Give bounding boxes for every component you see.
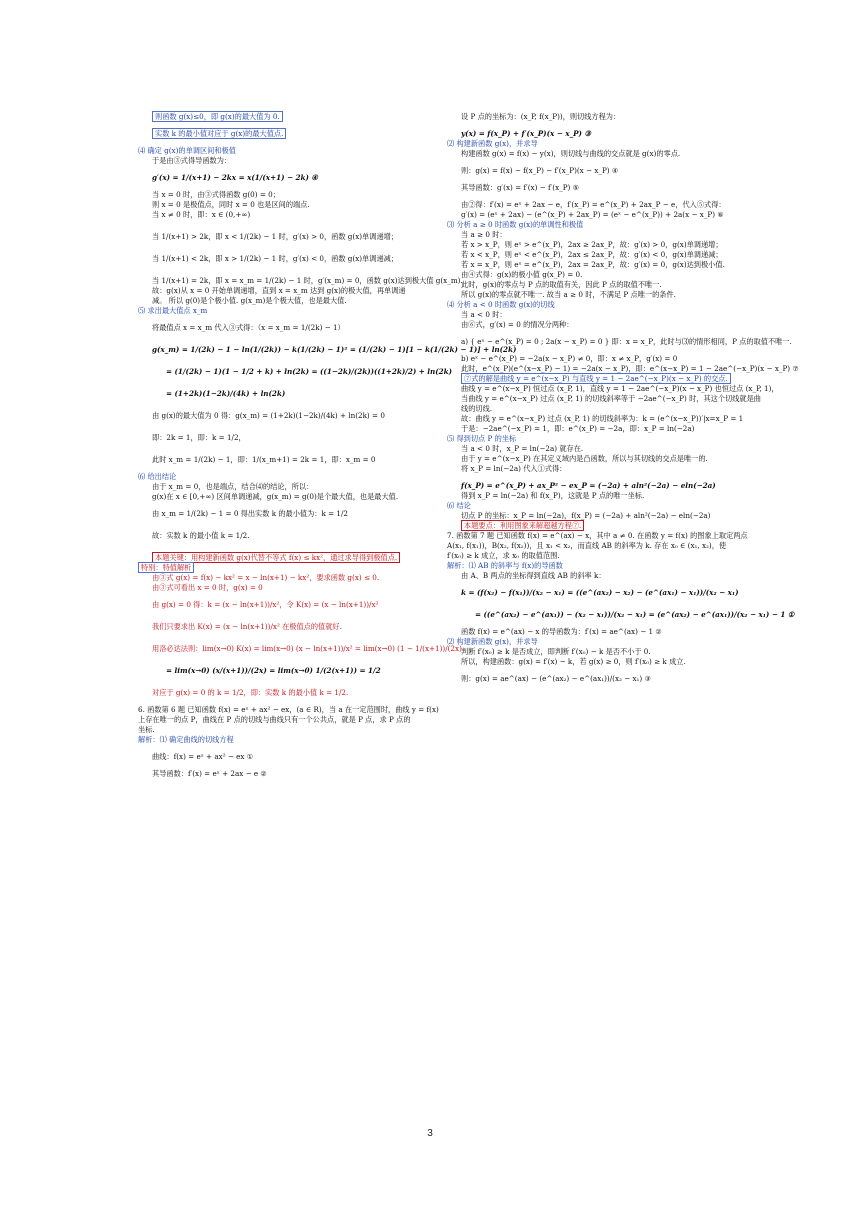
text-line — [447, 454, 787, 464]
text-line — [447, 481, 787, 491]
text-line — [447, 674, 787, 684]
text-line — [138, 666, 468, 676]
line-text: 当 a < 0 时，x_P = ln(−2a) 就存在. — [461, 444, 584, 453]
text-line — [138, 735, 468, 745]
text-line — [138, 769, 468, 779]
text-line — [138, 200, 468, 210]
text-line — [447, 310, 787, 320]
line-text: 故：曲线 y = e^(x−x_P) 过点 (x_P, 1) 的切线斜率为：k = (e^(x−x_P))′|x=x_P = 1 — [461, 414, 744, 423]
spacer — [138, 166, 468, 173]
spacer — [447, 122, 787, 129]
line-text: 得到 x_P = ln(−2a) 和 f(x_P)，这就是 P 点的唯一坐标. — [461, 491, 645, 500]
line-text: 上存在唯一的点 P，曲线在 P 点的切线与曲线只有一个公共点，就是 P 点，求 P 点的 — [138, 715, 411, 724]
text-line — [138, 644, 468, 654]
text-line — [138, 190, 468, 200]
spacer — [138, 183, 468, 190]
text-line — [138, 482, 468, 492]
line-text: 由③式可看出 x = 0 时，g(x) = 0 — [152, 583, 263, 592]
line-text: 当 a < 0 时： — [461, 310, 507, 319]
text-line — [447, 434, 787, 444]
spacer — [138, 610, 468, 622]
line-text: 其导函数：f′(x) = eˣ + 2ax − e ② — [152, 769, 267, 778]
line-text: g′(x) = (eˣ + 2ax) − (e^(x_P) + 2ax_P) = (eˣ − e^(x_P)) + 2a(x − x_P) ⑥ — [461, 210, 724, 219]
spacer — [138, 519, 468, 531]
text-line — [447, 200, 787, 210]
text-line — [447, 414, 787, 424]
line-text: 解析：⑴ 确定曲线的切线方程 — [138, 735, 234, 744]
text-line — [447, 637, 787, 647]
text-line — [447, 394, 787, 404]
text-line — [447, 491, 787, 501]
text-line — [447, 149, 787, 159]
line-text: 特别：特值解析 — [138, 562, 194, 573]
text-line — [447, 337, 792, 347]
line-text: y(x) = f(x_P) + f′(x_P)(x − x_P) ③ — [461, 129, 591, 138]
text-line — [447, 647, 787, 657]
line-text: 若 x > x_P，则 eˣ > e^(x_P)，2ax ≥ 2ax_P，故：g′(x) > 0，g(x)单调递增； — [461, 240, 723, 249]
text-line — [138, 173, 468, 183]
line-text: 本题要点：利用图象来解超越方程⑦. — [461, 520, 584, 531]
spacer — [447, 176, 787, 183]
text-line — [138, 455, 468, 465]
line-text: 当 x = 0 时，由③式得函数 g(0) = 0； — [152, 190, 280, 199]
line-text: 判断 f′(x₀) ≥ k 是否成立，即判断 f′(x₀) − k 是否不小于 0. — [461, 647, 651, 656]
text-line — [138, 411, 468, 421]
text-line — [447, 230, 787, 240]
line-text: = (1+2k)(1−2k)/(4k) + ln(2k) — [166, 389, 286, 398]
text-line — [138, 146, 468, 156]
text-line — [447, 320, 787, 330]
text-line — [447, 657, 787, 667]
text-line — [138, 509, 468, 519]
line-text: 由 A、B 两点的坐标得到直线 AB 的斜率 k： — [461, 571, 606, 580]
line-text: ⑹ 给出结论 — [138, 472, 177, 481]
text-line — [138, 531, 468, 541]
line-text: g(x_m) = 1/(2k) − 1 − ln(1/(2k)) − k(1/(2k) − 1)² = (1/(2k) − 1)[1 − k(1/(2k) − 1)] + ln(2k) — [152, 345, 517, 354]
line-text: 设 P 点的坐标为：(x_P, f(x_P))，则切线方程为： — [461, 112, 621, 121]
line-text: A(x₁, f(x₁))，B(x₂, f(x₂))，且 x₁ < x₂，而直线 AB 的斜率为 k. 存在 x₀ ∈ (x₁, x₂)，使 — [447, 541, 727, 550]
text-line — [138, 622, 468, 632]
text-line — [138, 296, 468, 306]
text-line — [447, 610, 795, 620]
text-line — [447, 531, 787, 541]
line-text: 则：g(x) = ae^(ax) − (e^(ax₂) − e^(ax₁))/(x₂ − x₁) ③ — [461, 674, 651, 683]
line-text: 线的切线. — [461, 404, 493, 413]
line-text: ⑸ 求出最大值点 x_m — [138, 306, 208, 315]
text-line — [138, 156, 468, 166]
line-text: f′(x₀) ≥ k 成立，求 x₀ 的取值范围. — [447, 551, 560, 560]
line-text: 由于 y = e^(x−x_P) 在其定义域内是凸函数，所以与其切线的交点是唯一的. — [461, 454, 708, 463]
spacer — [138, 593, 468, 600]
line-text: 当 1/(x+1) < 2k，即 x > 1/(2k) − 1 时，g′(x) < 0，函数 g(x)单调递减； — [152, 254, 399, 263]
text-line — [138, 129, 468, 139]
line-text: ⑹ 结论 — [447, 501, 471, 510]
text-line — [138, 345, 517, 355]
spacer — [447, 330, 787, 337]
text-line — [138, 323, 468, 333]
text-line — [447, 112, 787, 122]
line-text: 由 x_m = 1/(2k) − 1 = 0 得出实数 k 的最小值为：k = 1/2 — [152, 509, 348, 518]
line-text: 用洛必达法则：lim(x→0) K(x) = lim(x→0) (x − ln(x+1))/x² = lim(x→0) (1 − 1/(x+1))/(2x) — [152, 644, 462, 653]
line-text: ⑷ 确定 g(x)的单调区间和极值 — [138, 146, 236, 155]
line-text: k = (f(x₂) − f(x₁))/(x₂ − x₁) = ((e^(ax₂) − x₂) − (e^(ax₁) − x₁))/(x₂ − x₁) — [461, 588, 739, 597]
spacer — [138, 676, 468, 688]
line-text: 由③式 g(x) = f(x) − kx² = x − ln(x+1) − kx²，要求函数 g(x) ≤ 0. — [152, 573, 380, 582]
line-text: 当 1/(x+1) > 2k，即 x < 1/(2k) − 1 时，g′(x) > 0，函数 g(x)单调递增； — [152, 232, 399, 241]
line-text: a) { eˣ − e^(x_P) = 0 ; 2a(x − x_P) = 0 } 即：x = x_P，此时与⑶的情形相同，P 点的取值不唯一. — [461, 337, 792, 346]
text-line — [447, 561, 787, 571]
text-line — [447, 541, 787, 551]
text-line — [447, 220, 787, 230]
line-text: 7. 函数第 7 题 已知函数 f(x) = e^(ax) − x，其中 a ≠ 0. 在函数 y = f(x) 的图象上取定两点 — [447, 531, 748, 540]
line-text: b) eˣ − e^(x_P) = −2a(x − x_P) ≠ 0，即：x ≠ x_P，g′(x) = 0 — [461, 354, 678, 363]
text-line — [447, 627, 787, 637]
text-line — [138, 563, 468, 573]
line-text: 则 x = 0 是极值点，同时 x = 0 也是区间的端点. — [152, 200, 310, 209]
spacer — [138, 399, 468, 411]
text-line — [447, 250, 787, 260]
spacer — [447, 598, 787, 610]
text-line — [447, 139, 787, 149]
spacer — [447, 193, 787, 200]
line-text: 于是：−2ae^(−x_P) = 1，即：e^(x_P) = −2a，即：x_P = ln(−2a) — [461, 424, 695, 433]
line-text: 当 1/(x+1) = 2k，即 x = x_m = 1/(2k) − 1 时，g′(x_m) = 0，函数 g(x)达到极大值 g(x_m). — [152, 276, 463, 285]
line-text: 其导函数：g′(x) = f′(x) − f′(x_P) ⑤ — [461, 183, 580, 192]
text-line — [447, 240, 787, 250]
line-text: 于是由③式得导函数为： — [152, 156, 232, 165]
spacer — [447, 347, 787, 354]
line-text: 函数 f(x) = e^(ax) − x 的导函数为：f′(x) = ae^(ax) − 1 ② — [461, 627, 662, 636]
text-line — [447, 300, 787, 310]
text-line — [447, 129, 787, 139]
line-text: 当 x ≠ 0 时，即：x ∈ (0,+∞) — [152, 210, 251, 219]
line-text: 实数 k 的最小值对应于 g(x)的最大值点. — [152, 128, 286, 139]
text-line — [447, 280, 787, 290]
line-text: ⑵ 构建新函数 g(x)，并求导 — [447, 139, 538, 148]
line-text: 所以，构建函数：g(x) = f′(x) − k，若 g(x) ≥ 0，则 f′(x₀) ≥ k 成立. — [461, 657, 686, 666]
text-line — [447, 374, 787, 384]
line-text: 减。 所以 g(0)是个极小值. g(x_m)是个极大值，也是最大值. — [152, 296, 347, 305]
text-line — [138, 688, 468, 698]
text-line — [138, 367, 468, 377]
text-line — [138, 286, 468, 296]
line-text: 故：g(x)从 x = 0 开始单调递增，直到 x = x_m 达到 g(x)的极大值，再单调递 — [152, 286, 406, 295]
line-text: 此时，e^(x_P)(e^(x−x_P) − 1) = −2a(x − x_P)，即：e^(x−x_P) = 1 − 2ae^(−x_P)(x − x_P) ⑦ — [461, 364, 799, 373]
right-column — [447, 112, 799, 684]
text-line — [447, 270, 787, 280]
text-line — [447, 551, 787, 561]
spacer — [138, 698, 468, 705]
spacer — [138, 654, 468, 666]
spacer — [138, 333, 468, 345]
text-line — [447, 354, 787, 364]
text-line — [138, 583, 468, 593]
text-line — [138, 725, 468, 735]
spacer — [138, 264, 468, 276]
line-text: ⑵ 构建新函数 g(x)，并求导 — [447, 637, 538, 646]
text-line — [138, 112, 468, 122]
text-line — [138, 715, 468, 725]
line-text: 6. 函数第 6 题 已知函数 f(x) = eˣ + ax² − ex，(a ∈ R)，当 a 在一定范围时，曲线 y = f(x) — [138, 705, 439, 714]
spacer — [138, 632, 468, 644]
spacer — [138, 316, 468, 323]
line-text: 将最值点 x = x_m 代入③式得：（x = x_m = 1/(2k) − 1） — [152, 323, 345, 332]
line-text: 当曲线 y = e^(x−x_P) 过点 (x_P, 1) 的切线斜率等于 −2ae^(−x_P) 时，其这个切线就是曲 — [461, 394, 761, 403]
line-text: 切点 P 的坐标：x_P = ln(−2a)，f(x_P) = (−2a) + aln²(−2a) − eln(−2a) — [461, 511, 711, 520]
line-text: 所以 g(x)的零点就不唯一. 故当 a ≥ 0 时，不满足 P 点唯一的条件. — [461, 290, 676, 299]
text-line — [138, 276, 468, 286]
text-line — [447, 183, 787, 193]
spacer — [138, 502, 468, 509]
spacer — [447, 159, 787, 166]
line-text: 对应于 g(x) = 0 的 k = 1/2，即：实数 k 的最小值 k = 1/2. — [152, 688, 349, 697]
text-line — [138, 389, 468, 399]
text-line — [447, 501, 787, 511]
text-line — [138, 600, 468, 610]
text-line — [138, 254, 468, 264]
line-text: ⑦式的解是曲线 y = e^(x−x_P) 与直线 y = 1 − 2ae^(−x_P)(x − x_P) 的交点. — [461, 373, 731, 384]
line-text: 则：g(x) = f(x) − f(x_P) − f′(x_P)(x − x_P) ④ — [461, 166, 619, 175]
text-line — [447, 464, 787, 474]
line-text: ⑸ 得到切点 P 的坐标 — [447, 434, 517, 443]
line-text: ⑶ 分析 a ≥ 0 时函数 g(x)的单调性和极值 — [447, 220, 584, 229]
text-line — [138, 306, 468, 316]
spacer — [138, 242, 468, 254]
spacer — [138, 465, 468, 472]
line-text: 我们只要求出 K(x) = (x − ln(x+1))/x² 在极值点的值就好. — [152, 622, 342, 631]
text-line — [138, 705, 468, 715]
line-text: = lim(x→0) (x/(x+1))/(2x) = lim(x→0) 1/(2(x+1)) = 1/2 — [166, 666, 381, 675]
text-line — [447, 260, 787, 270]
line-text: 此时 x_m = 1/(2k) − 1，即：1/(x_m+1) = 2k = 1，即：x_m = 0 — [152, 455, 376, 464]
line-text: = ((e^(ax₂) − e^(ax₁)) − (x₂ − x₁))/(x₂ − x₁) = (e^(ax₂) − e^(ax₁))/(x₂ − x₁) − 1 ① — [475, 610, 795, 619]
line-text: g(x)在 x ∈ [0,+∞) 区间单调递减，g(x_m) = g(0)是个最大值，也是最大值. — [152, 492, 399, 501]
line-text: 由 g(x)的最大值为 0 得：g(x_m) = (1+2k)(1−2k)/(4k) + ln(2k) = 0 — [152, 411, 385, 420]
line-text: 则函数 g(x)≤0，即 g(x)的最大值为 0. — [152, 111, 283, 122]
text-line — [138, 752, 468, 762]
line-text: 曲线：f(x) = eˣ + ax² − ex ① — [152, 752, 254, 761]
text-line — [447, 444, 787, 454]
spacer — [138, 443, 468, 455]
line-text: g′(x) = 1/(x+1) − 2kx = x(1/(x+1) − 2k) ④ — [152, 173, 318, 182]
line-text: 由⑥式，g′(x) = 0 的情况分两种： — [461, 320, 574, 329]
text-line — [447, 384, 787, 394]
spacer — [447, 581, 787, 588]
spacer — [138, 355, 468, 367]
line-text: 坐标. — [138, 725, 155, 734]
spacer — [138, 139, 468, 146]
line-text: 若 x = x_P，则 eˣ = e^(x_P)，2ax = 2ax_P，故：g′(x) = 0，g(x)达到极小值. — [461, 260, 725, 269]
text-line — [138, 433, 468, 443]
text-line — [138, 492, 468, 502]
line-text: 即：2k = 1，即：k = 1/2， — [152, 433, 246, 442]
spacer — [447, 474, 787, 481]
text-line — [447, 424, 787, 434]
line-text: 由于 x_m = 0，也是端点，结合⑷的结论，所以： — [152, 482, 314, 491]
text-line — [447, 290, 787, 300]
line-text: 解析：⑴ AB 的斜率与 f(x)的导函数 — [447, 561, 563, 570]
spacer — [138, 220, 468, 232]
line-text: 故：实数 k 的最小值 k = 1/2. — [152, 531, 250, 540]
text-line — [138, 573, 468, 583]
text-line — [447, 571, 787, 581]
page-number: 3 — [427, 1128, 433, 1139]
line-text: 当 a ≥ 0 时： — [461, 230, 507, 239]
text-line — [447, 404, 787, 414]
line-text: 由④式得：g(x)的极小值 g(x_P) = 0. — [461, 270, 583, 279]
line-text: 曲线 y = e^(x−x_P) 恒过点 (x_P, 1)，直线 y = 1 − 2ae^(−x_P)(x − x_P) 也恒过点 (x_P, 1)， — [461, 384, 779, 393]
line-text: 此时，g(x)的零点与 P 点的取值有关，因此 P 点的取值不唯一. — [461, 280, 662, 289]
spacer — [447, 667, 787, 674]
line-text: 本题关键：用构建新函数 g(x)代替不等式 f(x) ≤ kx²，通过求导得到极值点. — [152, 552, 400, 563]
line-text: 构建函数 g(x) = f(x) − y(x)，则切线与曲线的交点就是 g(x)的零点. — [461, 149, 681, 158]
text-line — [447, 521, 787, 531]
spacer — [138, 377, 468, 389]
line-text: 将 x_P = ln(−2a) 代入①式得： — [461, 464, 567, 473]
text-line — [447, 588, 787, 598]
line-text: 由 g(x) = 0 得：k = (x − ln(x+1))/x²，令 K(x) = (x − ln(x+1))/x² — [152, 600, 379, 609]
text-line — [138, 232, 468, 242]
text-line — [447, 166, 787, 176]
line-text: ⑷ 分析 a < 0 时函数 g(x)的切线 — [447, 300, 555, 309]
line-text: 若 x < x_P，则 eˣ < e^(x_P)，2ax ≤ 2ax_P，故：g′(x) < 0，g(x)单调递减； — [461, 250, 723, 259]
spacer — [138, 421, 468, 433]
spacer — [138, 745, 468, 752]
spacer — [447, 620, 787, 627]
text-line — [138, 210, 468, 220]
spacer — [138, 762, 468, 769]
line-text: = (1/(2k) − 1)(1 − 1/2 + k) + ln(2k) = ((1−2k)/(2k))((1+2k)/2) + ln(2k) — [166, 367, 453, 376]
line-text: 由②得：f′(x) = eˣ + 2ax − e，f′(x_P) = e^(x_P) + 2ax_P − e，代入⑤式得： — [461, 200, 726, 209]
line-text: f(x_P) = e^(x_P) + ax_P² − ex_P = (−2a) + aln²(−2a) − eln(−2a) — [461, 481, 716, 490]
text-line — [138, 472, 468, 482]
text-line — [447, 210, 787, 220]
